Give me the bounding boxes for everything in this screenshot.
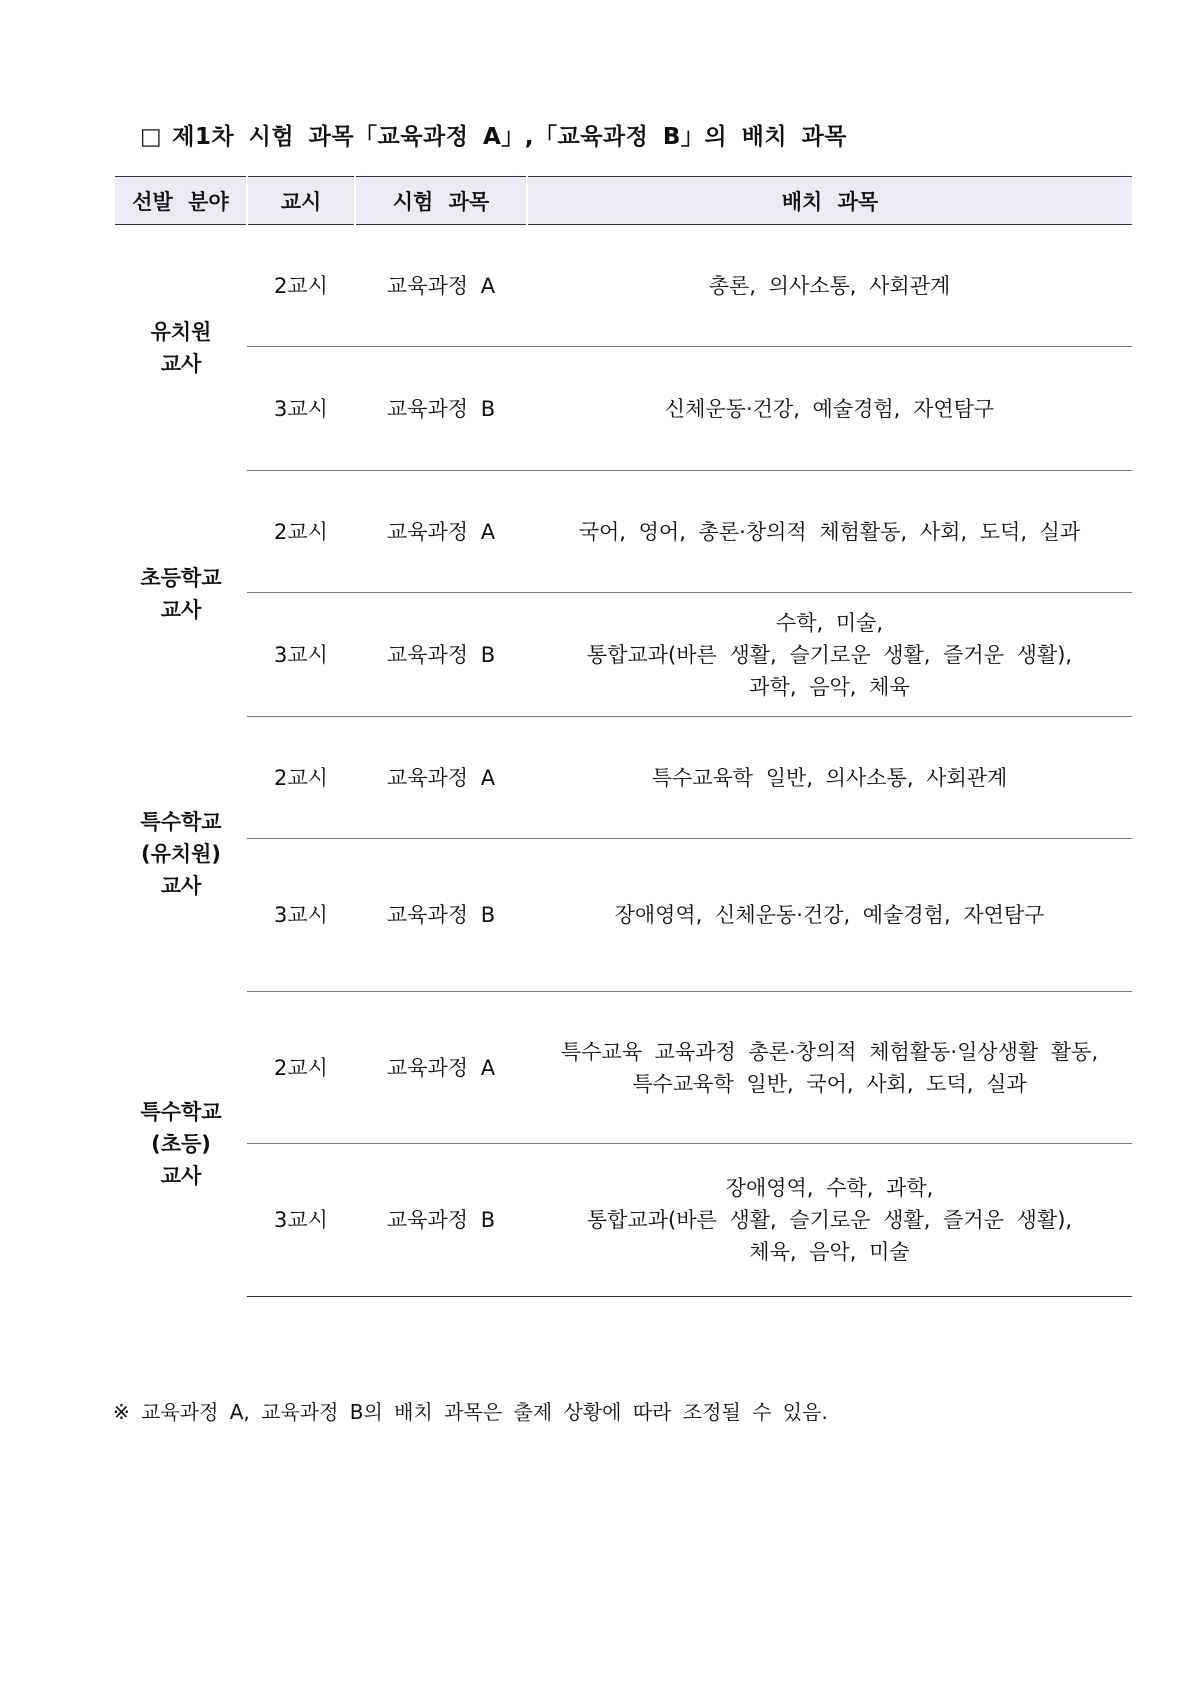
table-row xyxy=(115,992,1132,1144)
table-row xyxy=(115,839,1132,992)
period-cell: 3교시 xyxy=(247,839,355,992)
page-title-text: 제1차 시험 과목「교육과정 A」,「교육과정 B」의 배치 과목 xyxy=(172,124,847,150)
subject-cell: 교육과정 B xyxy=(355,1144,527,1297)
header-period: 교시 xyxy=(247,177,355,225)
footnote: ※ 교육과정 A, 교육과정 B의 배치 과목은 출제 상황에 따라 조정될 수 있음. xyxy=(113,1400,828,1424)
subject-cell: 교육과정 A xyxy=(355,717,527,839)
content-cell: 총론, 의사소통, 사회관계 xyxy=(527,225,1132,347)
content-cell: 특수교육학 일반, 의사소통, 사회관계 xyxy=(527,717,1132,839)
field-cell-kindergarten: 유치원 교사 xyxy=(150,319,212,376)
page-title xyxy=(140,118,847,151)
subject-cell: 교육과정 B xyxy=(355,347,527,471)
content-cell: 신체운동·건강, 예술경험, 자연탐구 xyxy=(527,347,1132,471)
field-cell-special-elementary: 특수학교 (초등) 교사 xyxy=(140,1100,222,1188)
period-cell: 3교시 xyxy=(247,347,355,471)
content-cell: 장애영역, 수학, 과학, 통합교과(바른 생활, 슬기로운 생활, 즐거운 생활), 체육, 음악, 미술 xyxy=(527,1144,1132,1297)
field-cell-elementary: 초등학교 교사 xyxy=(140,565,222,622)
content-cell: 특수교육 교육과정 총론·창의적 체험활동·일상생활 활동, 특수교육학 일반, 국어, 사회, 도덕, 실과 xyxy=(527,992,1132,1144)
header-field: 선발 분야 xyxy=(115,177,247,225)
subject-cell: 교육과정 B xyxy=(355,839,527,992)
table-row xyxy=(115,471,1132,593)
table-row xyxy=(115,225,1132,347)
period-cell: 3교시 xyxy=(247,593,355,717)
table-row xyxy=(115,347,1132,471)
period-cell: 2교시 xyxy=(247,471,355,593)
subject-cell: 교육과정 A xyxy=(355,225,527,347)
content-cell: 국어, 영어, 총론·창의적 체험활동, 사회, 도덕, 실과 xyxy=(527,471,1132,593)
subject-table xyxy=(115,176,1132,1297)
checkbox-square-icon: □ xyxy=(140,124,163,150)
table-header-row xyxy=(115,177,1132,225)
field-cell-special-kindergarten: 특수학교 (유치원) 교사 xyxy=(140,810,222,898)
content-cell: 장애영역, 신체운동·건강, 예술경험, 자연탐구 xyxy=(527,839,1132,992)
content-cell: 수학, 미술, 통합교과(바른 생활, 슬기로운 생활, 즐거운 생활), 과학, 음악, 체육 xyxy=(527,593,1132,717)
subject-cell: 교육과정 B xyxy=(355,593,527,717)
header-subject: 시험 과목 xyxy=(355,177,527,225)
table-row xyxy=(115,593,1132,717)
period-cell: 2교시 xyxy=(247,717,355,839)
table-row xyxy=(115,1144,1132,1297)
header-content: 배치 과목 xyxy=(527,177,1132,225)
subject-cell: 교육과정 A xyxy=(355,992,527,1144)
period-cell: 2교시 xyxy=(247,992,355,1144)
table-row xyxy=(115,717,1132,839)
period-cell: 3교시 xyxy=(247,1144,355,1297)
subject-cell: 교육과정 A xyxy=(355,471,527,593)
period-cell: 2교시 xyxy=(247,225,355,347)
